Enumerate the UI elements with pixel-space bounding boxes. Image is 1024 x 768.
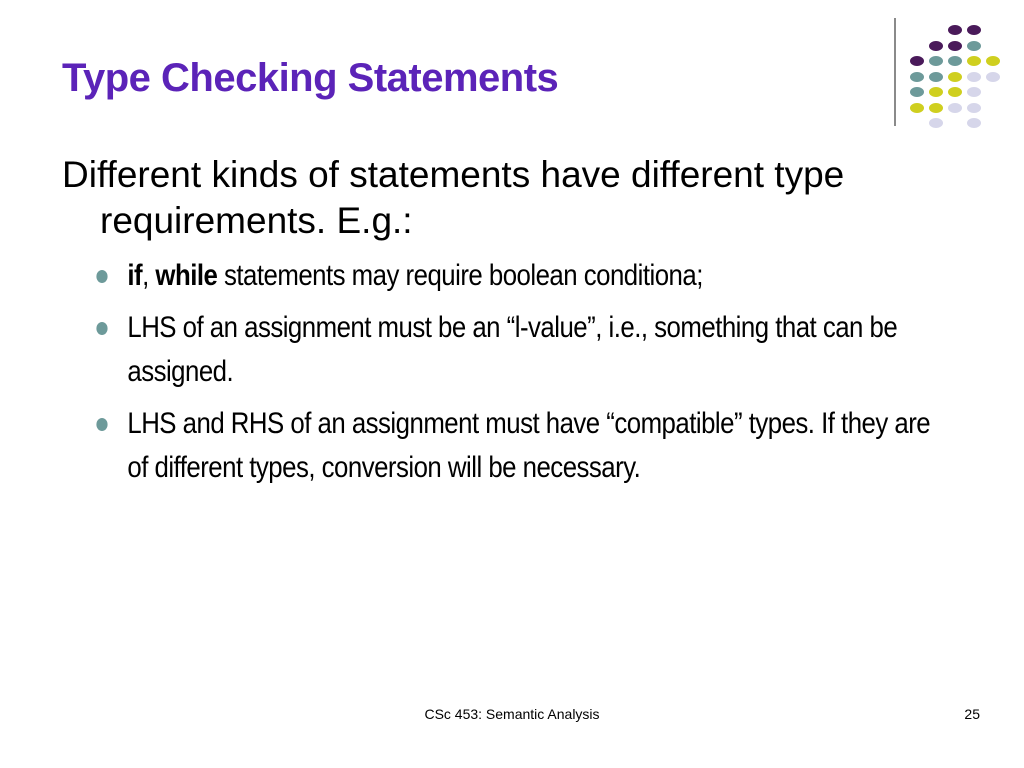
bullet-icon [96, 322, 107, 335]
bullet-list [62, 254, 952, 490]
decorative-dot [929, 87, 943, 97]
decorative-dot [929, 41, 943, 51]
decorative-dot [948, 87, 962, 97]
decorative-dot [967, 87, 981, 97]
decorative-dot [948, 103, 962, 113]
bullet-item-if-while [62, 254, 952, 298]
keyword-while: while [155, 259, 218, 292]
decorative-dot [929, 103, 943, 113]
keyword-if: if [127, 259, 143, 292]
decorative-dot [967, 25, 981, 35]
slide-title: Type Checking Statements [62, 56, 559, 100]
decorative-dot [967, 103, 981, 113]
title-divider [894, 18, 896, 126]
decorative-dot [967, 41, 981, 51]
decorative-dot [910, 72, 924, 82]
decorative-dot [967, 56, 981, 66]
bullet-item-compatible-types [62, 402, 952, 490]
bullet-text: LHS of an assignment must be an “l-value”, i.e., something that can be assigned. [127, 311, 898, 388]
decorative-dot [948, 41, 962, 51]
keyword-separator: , [142, 259, 156, 292]
decorative-dot [948, 25, 962, 35]
decorative-dot [986, 72, 1000, 82]
bullet-text: LHS and RHS of an assignment must have “compatible” types. If they are of different types, conversion will be necessary. [127, 407, 931, 484]
decorative-dot [986, 56, 1000, 66]
lead-paragraph: Different kinds of statements have different type requirements. E.g.: [62, 154, 845, 241]
bullet-item-lhs-lvalue [62, 306, 952, 394]
slide-body [62, 152, 952, 498]
bullet-text: statements may require boolean conditiona; [217, 259, 703, 292]
decorative-dot [929, 72, 943, 82]
decorative-dot [910, 103, 924, 113]
footer-course: CSc 453: Semantic Analysis [424, 706, 600, 722]
decorative-dot [910, 56, 924, 66]
decorative-dot [929, 56, 943, 66]
bullet-icon [96, 418, 107, 431]
page-number: 25 [964, 706, 980, 722]
decorative-dot [929, 118, 943, 128]
bullet-icon [96, 270, 107, 283]
decorative-dot [967, 72, 981, 82]
decorative-dot [948, 56, 962, 66]
decorative-dot [910, 87, 924, 97]
decorative-dot [948, 72, 962, 82]
decorative-dot [967, 118, 981, 128]
